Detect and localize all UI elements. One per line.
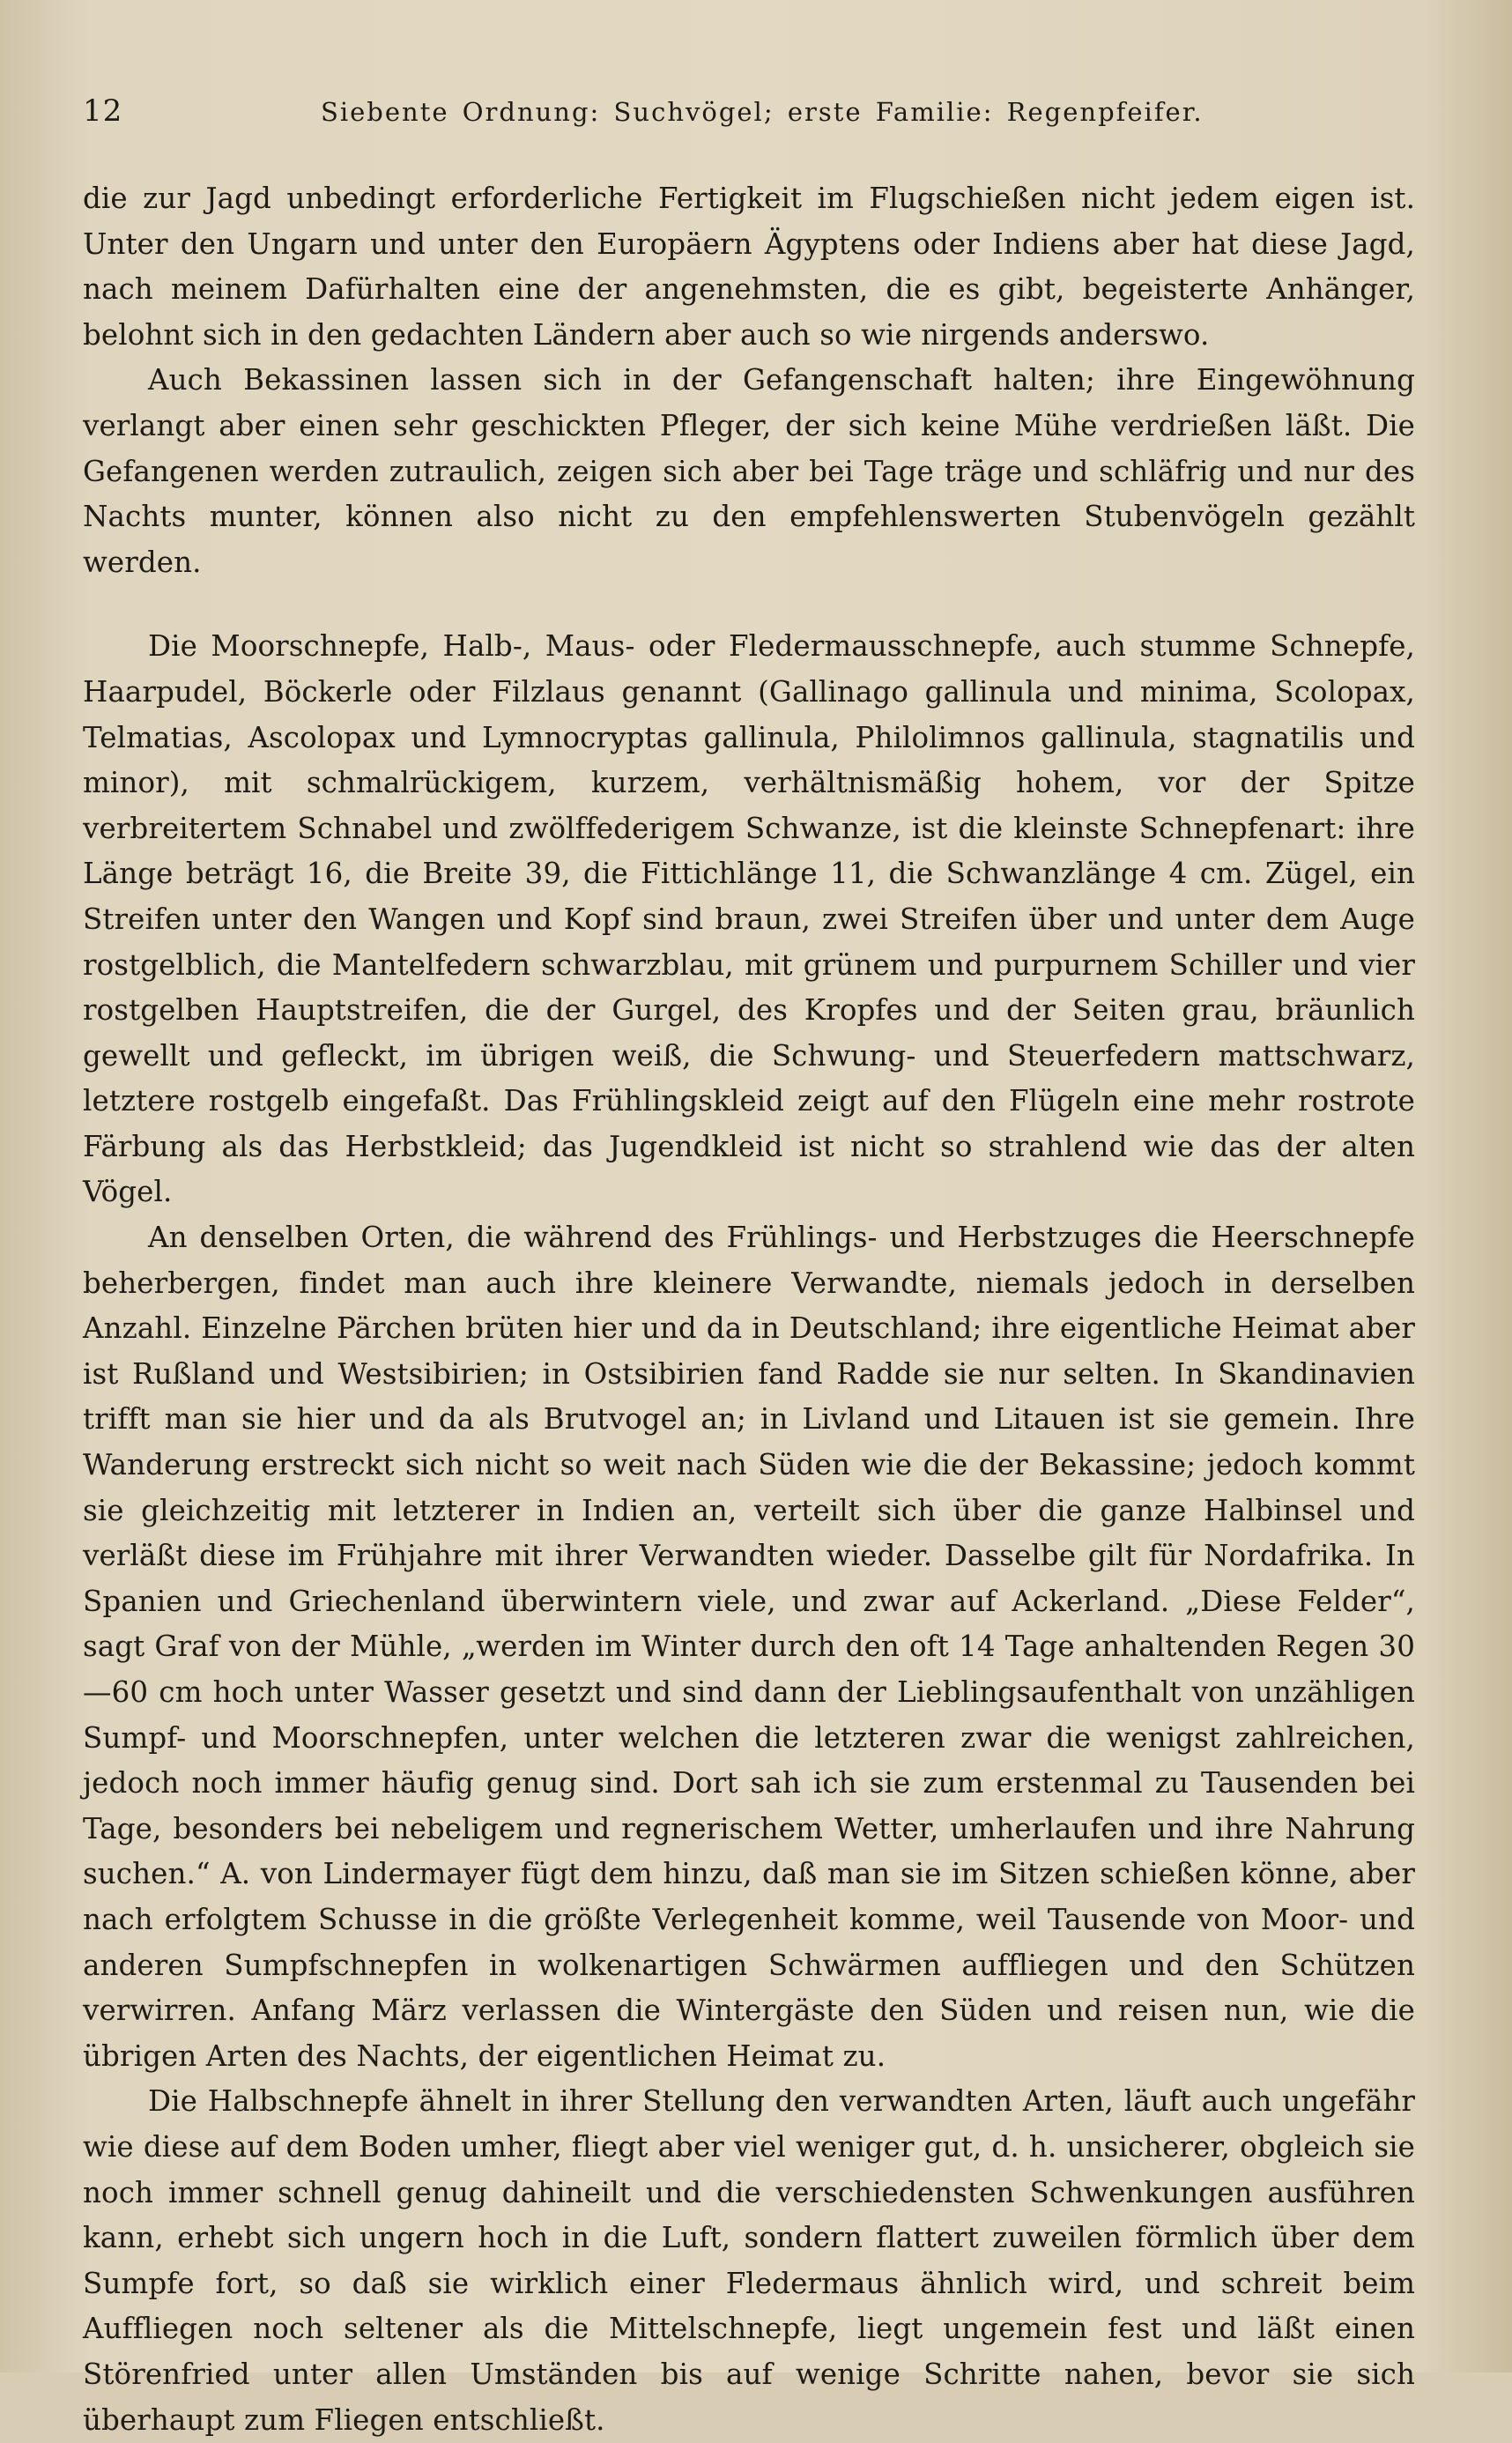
paragraph-hunting-continued: die zur Jagd unbedingt erforderliche Fertigkeit im Flugschießen nicht jedem eigen ist. Unter den Ungarn und unter den Europäern Ägyptens oder Indiens aber hat diese Jagd, nach meinem Dafürhalten eine der angenehmsten, die es gibt, begeisterte Anhänger, belohnt sich in den gedachten Ländern aber auch so wie nirgends anderswo. [83, 182, 1415, 352]
page-header [83, 93, 1415, 164]
section-gap [83, 585, 1415, 624]
page-number: 12 [83, 93, 123, 129]
paragraph-moorschnepfe-description: Die Moorschnepfe, Halb-, Maus- oder Fledermausschnepfe, auch stumme Schnepfe, Haarpudel, Böckerle oder Filzlaus genannt (Gallinago gallinula und minima, Scolopax, Telmatias, Ascolopax und Lymnocryptas gallinula, Philolimnos gallinula, stagnatilis und minor), mit schmalrückigem, kurzem, verhältnismäßig hohem, vor der Spitze verbreitertem Schnabel und zwölffederigem Schwanze, ist die kleinste Schnepfenart: ihre Länge beträgt 16, die Breite 39, die Fittichlänge 11, die Schwanzlänge 4 cm. Zügel, ein Streifen unter den Wangen und Kopf sind braun, zwei Streifen über und unter dem Auge rostgelblich, die Mantelfedern schwarzblau, mit grünem und purpurnem Schiller und vier rostgelben Hauptstreifen, die der Gurgel, des Kropfes und der Seiten grau, bräunlich gewellt und gefleckt, im übrigen weiß, die Schwung- und Steuerfedern mattschwarz, letztere rostgelb eingefaßt. Das Frühlingskleid zeigt auf den Flügeln eine mehr rostrote Färbung als das Herbstkleid; das Jugendkleid ist nicht so strahlend wie das der alten Vögel. [83, 629, 1415, 1209]
paragraph-distribution: An denselben Orten, die während des Frühlings- und Herbstzuges die Heerschnepfe beherbergen, findet man auch ihre kleinere Verwandte, niemals jedoch in derselben Anzahl. Einzelne Pärchen brüten hier und da in Deutschland; ihre eigentliche Heimat aber ist Rußland und Westsibirien; in Ostsibirien fand Radde sie nur selten. In Skandinavien trifft man sie hier und da als Brutvogel an; in Livland und Litauen ist sie gemein. Ihre Wanderung erstreckt sich nicht so weit nach Süden wie die der Bekassine; jedoch kommt sie gleichzeitig mit letzterer in Indien an, verteilt sich über die ganze Halbinsel und verläßt diese im Frühjahre mit ihrer Verwandten wieder. Dasselbe gilt für Nordafrika. In Spanien und Griechenland überwintern viele, und zwar auf Ackerland. „Diese Felder“, sagt Graf von der Mühle, „werden im Winter durch den oft 14 Tage anhaltenden Regen 30—60 cm hoch unter Wasser gesetzt und sind dann der Lieblingsaufenthalt von unzähligen Sumpf- und Moorschnepfen, unter welchen die letzteren zwar die wenigst zahlreichen, jedoch noch immer häufig genug sind. Dort sah ich sie zum erstenmal zu Tausenden bei Tage, besonders bei nebeligem und regnerischem Wetter, umherlaufen und ihre Nahrung suchen.“ A. von Lindermayer fügt dem hinzu, daß man sie im Sitzen schießen könne, aber nach erfolgtem Schusse in die größte Verlegenheit komme, weil Tausende von Moor- und anderen Sumpfschnepfen in wolkenartigen Schwärmen auffliegen und den Schützen verwirren. Anfang März verlassen die Wintergäste den Süden und reisen nun, wie die übrigen Arten des Nachts, der eigentlichen Heimat zu. [83, 1221, 1415, 2073]
paragraph-behavior: Die Halbschnepfe ähnelt in ihrer Stellung den verwandten Arten, läuft auch ungefähr wie diese auf dem Boden umher, fliegt aber viel weniger gut, d. h. unsicherer, obgleich sie noch immer schnell genug dahineilt und die verschiedensten Schwenkungen ausführen kann, erhebt sich ungern hoch in die Luft, sondern flattert zuweilen förmlich über dem Sumpfe fort, so daß sie wirklich einer Fledermaus ähnlich wird, und schreit beim Auffliegen noch seltener als die Mittelschnepfe, liegt ungemein fest und läßt einen Störenfried unter allen Umständen bis auf wenige Schritte nahen, bevor sie sich überhaupt zum Fliegen entschließt. [83, 2084, 1415, 2437]
paragraph-captivity: Auch Bekassinen lassen sich in der Gefangenschaft halten; ihre Eingewöhnung verlangt aber einen sehr geschickten Pfleger, der sich keine Mühe verdrießen läßt. Die Gefangenen werden zutraulich, zeigen sich aber bei Tage träge und schläfrig und nur des Nachts munter, können also nicht zu den empfehlenswerten Stubenvögeln gezählt werden. [83, 363, 1415, 579]
running-head: Siebente Ordnung: Suchvögel; erste Familie: Regenpfeifer. [321, 97, 1204, 127]
